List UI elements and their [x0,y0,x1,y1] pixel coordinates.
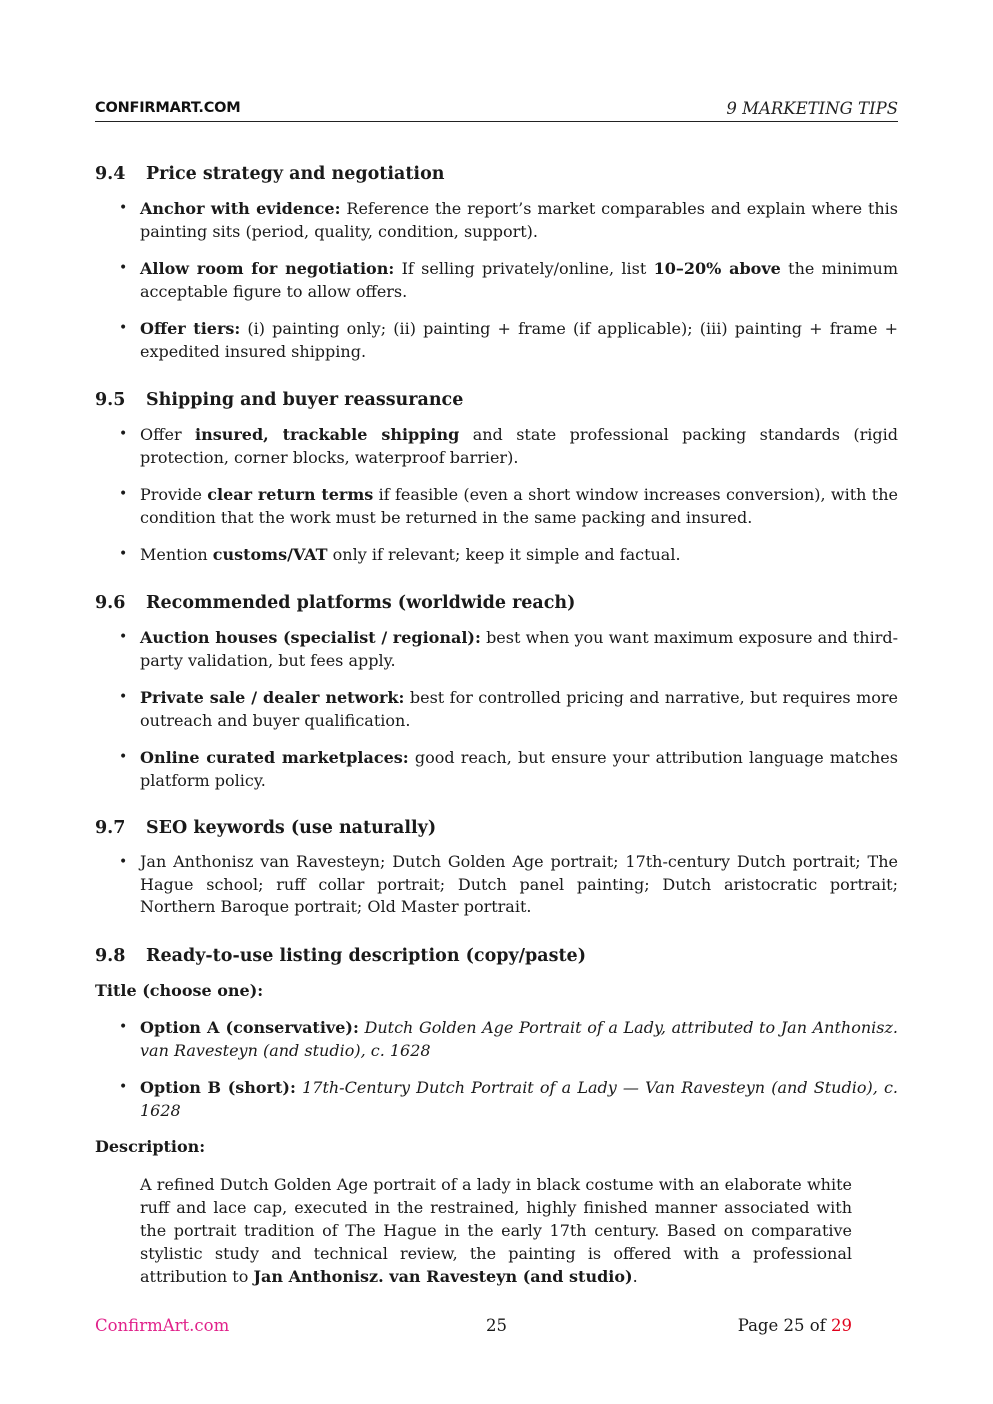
confirmart-logo: CONFIRMART.COM [95,100,241,116]
section-heading: 9.7 SEO keywords (use naturally) [95,818,437,838]
title-label: Title (choose one): [95,981,264,1000]
list-item: • Allow room for negotiation: If selling privately/online, list 10–20% above the minimum acceptable figure to allow offers. [119,259,899,301]
description-text: A refined Dutch Golden Age portrait of a lady in black costume with an elaborate white ruff and lace cap, executed in the restrained, highly finished manner associated with the portrait tradition of The Hague in the early 17th century. Based on comparative stylistic study and technical review, the painting is offered with a professional attribution to Jan Anthonisz. van Ravesteyn (and studio). [140,1175,852,1286]
list-item: • Mention customs/VAT only if relevant; keep it simple and factual. [119,545,681,564]
section-heading: 9.6 Recommended platforms (worldwide reach) [95,593,576,613]
footer-site-link[interactable]: ConfirmArt.com [95,1316,230,1335]
section-heading: 9.8 Ready-to-use listing description (copy/paste) [95,946,586,966]
header-section-title: 9 MARKETING TIPS [726,99,898,118]
footer-total-pages-link[interactable]: 29 [831,1316,852,1335]
description-label: Description: [95,1137,206,1156]
page-footer [95,1316,852,1338]
section-9-4 [95,163,898,363]
list-item: • Offer insured, trackable shipping and state professional packing standards (rigid protection, corner blocks, waterproof barrier). [119,425,898,467]
list-item: • Option B (short): 17th-Century Dutch Portrait of a Lady — Van Ravesteyn (and Studio), c. 1628 [119,1078,898,1120]
section-9-8 [95,945,898,1288]
footer-page-count: Page 25 of 29 [737,1316,852,1335]
section-9-6 [95,592,898,792]
list-item: • Online curated marketplaces: good reach, but ensure your attribution language matches platform policy. [119,748,898,790]
running-header [95,99,898,122]
list-item: • Jan Anthonisz van Ravesteyn; Dutch Golden Age portrait; 17th-century Dutch portrait; The Hague school; ruff collar portrait; Dutch panel painting; Dutch aristocratic portrait; Northern Baroque portrait; Old Master portrait. [119,852,898,916]
section-9-5 [95,389,898,566]
footer-page-number: 25 [486,1316,507,1335]
section-9-7 [95,817,898,919]
section-heading: 9.4 Price strategy and negotiation [95,164,445,184]
list-item: • Option A (conservative): Dutch Golden Age Portrait of a Lady, attributed to Jan Anthonisz. van Ravesteyn (and studio), c. 1628 [119,1018,899,1060]
list-item: • Provide clear return terms if feasible (even a short window increases conversion), with the condition that the work must be returned in the same packing and insured. [119,485,899,527]
list-item: • Offer tiers: (i) painting only; (ii) painting + frame (if applicable); (iii) painting + frame + expedited insured shipping. [119,319,898,361]
section-heading: 9.5 Shipping and buyer reassurance [95,390,464,410]
list-item: • Auction houses (specialist / regional): best when you want maximum exposure and third-party validation, but fees apply. [119,628,898,670]
list-item: • Private sale / dealer network: best for controlled pricing and narrative, but requires more outreach and buyer qualification. [119,688,898,730]
list-item: • Anchor with evidence: Reference the report’s market comparables and explain where this painting sits (period, quality, condition, support). [119,199,899,241]
